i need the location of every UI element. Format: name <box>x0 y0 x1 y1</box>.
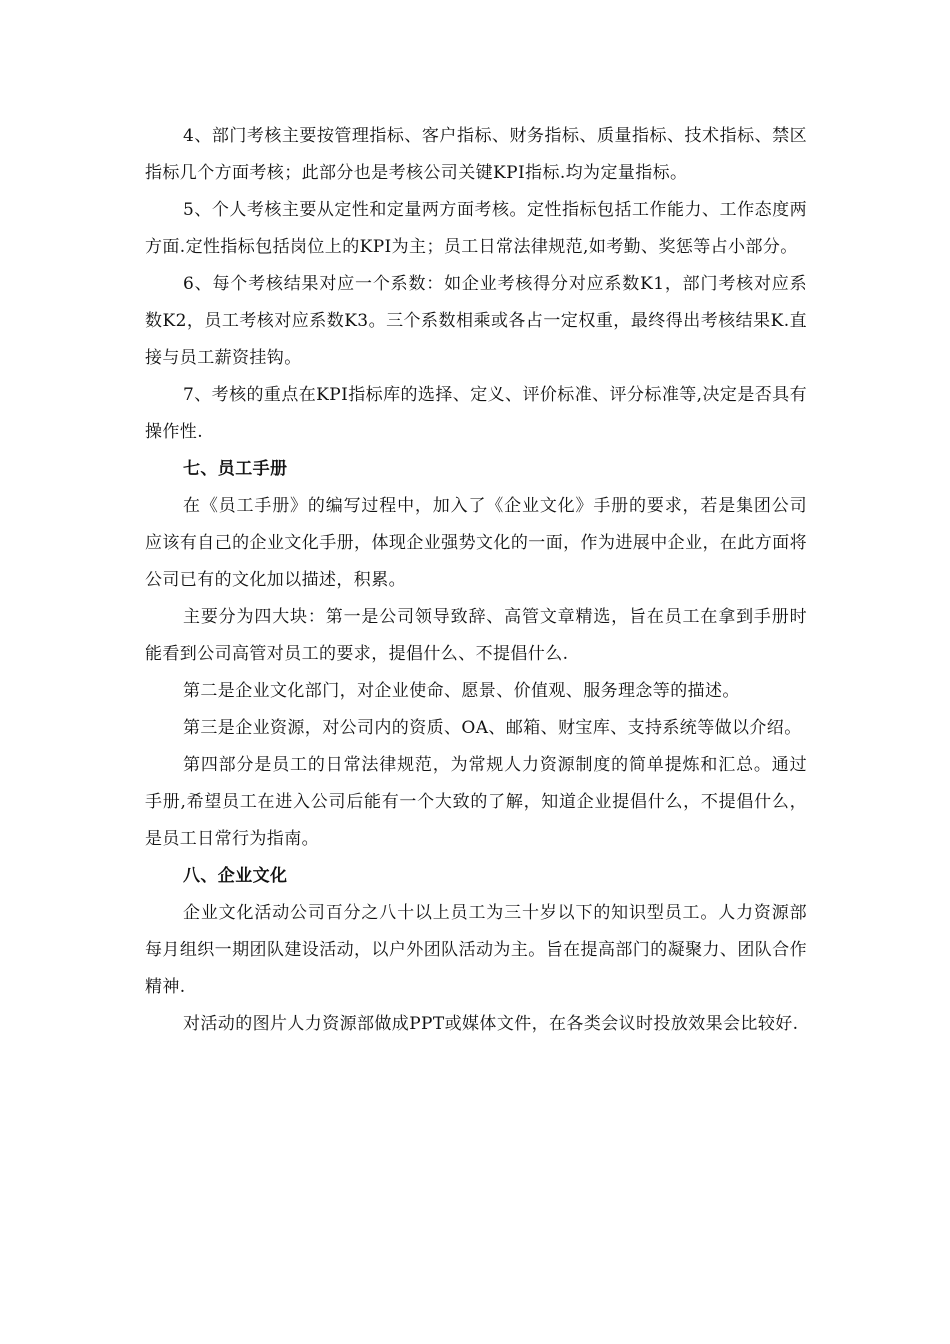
paragraph-coefficients: 6、每个考核结果对应一个系数：如企业考核得分对应系数K1，部门考核对应系数K2，员工考核对应系数K3。三个系数相乘或各占一定权重，最终得出考核结果K.直接与员工薪资挂钩。 <box>145 274 807 368</box>
paragraph-four-parts: 主要分为四大块：第一是公司领导致辞、高管文章精选，旨在员工在拿到手册时能看到公司高管对员工的要求，提倡什么、不提倡什么. <box>145 607 807 664</box>
paragraph-part-three: 第三是企业资源，对公司内的资质、OA、邮箱、财宝库、支持系统等做以介绍。 <box>183 718 802 738</box>
paragraph-dept-assessment: 4、部门考核主要按管理指标、客户指标、财务指标、质量指标、技术指标、禁区指标几个方面考核；此部分也是考核公司关键KPI指标.均为定量指标。 <box>145 126 807 183</box>
section-heading-employee-handbook: 七、员工手册 <box>183 459 288 479</box>
paragraph-part-two: 第二是企业文化部门，对企业使命、愿景、价值观、服务理念等的描述。 <box>183 681 740 701</box>
document-page <box>145 118 807 1039</box>
paragraph-handbook-intro: 在《员工手册》的编写过程中，加入了《企业文化》手册的要求，若是集团公司应该有自己的企业文化手册，体现企业强势文化的一面，作为进展中企业，在此方面将公司已有的文化加以描述，积累。 <box>145 496 807 590</box>
paragraph-culture-activities: 企业文化活动公司百分之八十以上员工为三十岁以下的知识型员工。人力资源部每月组织一期团队建设活动，以户外团队活动为主。旨在提高部门的凝聚力、团队合作精神. <box>145 903 807 997</box>
section-heading-corporate-culture: 八、企业文化 <box>183 866 288 886</box>
paragraph-kpi-focus: 7、考核的重点在KPI指标库的选择、定义、评价标准、评分标准等,决定是否具有操作性. <box>145 385 807 442</box>
paragraph-activity-media: 对活动的图片人力资源部做成PPT或媒体文件，在各类会议时投放效果会比较好. <box>183 1014 799 1034</box>
paragraph-personal-assessment: 5、个人考核主要从定性和定量两方面考核。定性指标包括工作能力、工作态度两方面.定性指标包括岗位上的KPI为主；员工日常法律规范,如考勤、奖惩等占小部分。 <box>145 200 807 257</box>
paragraph-part-four: 第四部分是员工的日常法律规范，为常规人力资源制度的简单提炼和汇总。通过手册,希望员工在进入公司后能有一个大致的了解，知道企业提倡什么，不提倡什么，是员工日常行为指南。 <box>145 755 807 849</box>
